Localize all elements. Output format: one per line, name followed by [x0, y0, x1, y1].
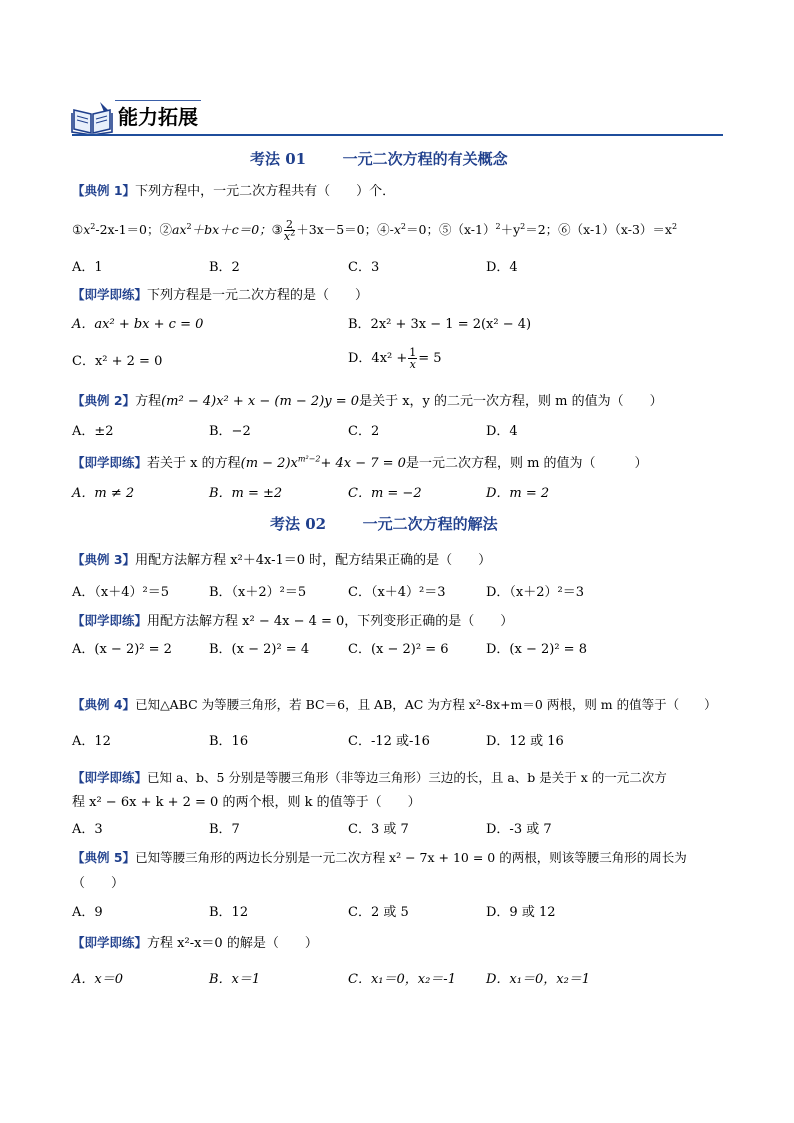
- section-1-label: 考法 01: [250, 150, 307, 168]
- option-b: B．−2: [209, 424, 251, 439]
- option-d: D．4x² + $\frac{1}{x}$ = 5: [348, 346, 442, 371]
- example-5-stem-line-2: （ ）: [72, 876, 125, 891]
- option-a: A．3: [72, 822, 103, 837]
- example-1-stem: 【典例 1】下列方程中，一元二次方程共有（ ）个．: [72, 183, 396, 199]
- header-rule: [72, 134, 723, 136]
- practice-5-stem: 【即学即练】方程 x²-x＝0 的解是（ ）: [72, 935, 318, 951]
- example-5-stem-line-1: 【典例 5】已知等腰三角形的两边长分别是一元二次方程 x² − 7x + 10 = 0 的两根，则该等腰三角形的周长为: [72, 850, 687, 865]
- example-3-tag: 【典例 3】: [72, 552, 136, 567]
- header-top-rule: [115, 100, 201, 101]
- option-d: D．12 或 16: [486, 734, 564, 749]
- option-b: B．7: [209, 822, 240, 837]
- practice-4-stem-line-2: 程 x² − 6x + k + 2 = 0 的两个根，则 k 的值等于（ ）: [72, 795, 421, 810]
- open-book-icon: [70, 100, 114, 136]
- practice-tag: 【即学即练】: [72, 770, 148, 785]
- option-a: A．±2: [72, 424, 114, 439]
- section-2-name: 一元二次方程的解法: [362, 515, 498, 533]
- option-d: D．（x＋2）²＝3: [486, 585, 585, 600]
- option-b: B．m = ±2: [209, 486, 283, 501]
- section-2-label: 考法 02: [270, 515, 327, 533]
- option-d: D．x₁＝0，x₂＝1: [486, 972, 591, 987]
- fraction: $\frac{2}{x^2}$: [283, 218, 296, 243]
- option-b: B．（x＋2）²＝5: [209, 585, 307, 600]
- example-5-tag: 【典例 5】: [72, 850, 136, 865]
- option-c: C．-12 或-16: [348, 734, 430, 749]
- option-d: D．4: [486, 260, 518, 275]
- option-d: D．-3 或 7: [486, 822, 552, 837]
- practice-tag: 【即学即练】: [72, 455, 148, 470]
- option-a: A．9: [72, 905, 103, 920]
- example-4-tag: 【典例 4】: [72, 697, 136, 712]
- option-c: C．(x − 2)² = 6: [348, 642, 449, 657]
- option-d: D．9 或 12: [486, 905, 556, 920]
- option-d: D．4: [486, 424, 518, 439]
- option-a: A．x＝0: [72, 972, 123, 987]
- example-4-stem: 【典例 4】已知△ABC 为等腰三角形，若 BC＝6，且 AB，AC 为方程 x²-8x+m＝0 两根，则 m 的值等于（ ）: [72, 697, 717, 712]
- option-c: C．3 或 7: [348, 822, 409, 837]
- option-b: B．x＝1: [209, 972, 261, 987]
- option-c: C．x² + 2 = 0: [72, 354, 163, 369]
- option-c: C．x₁＝0，x₂＝-1: [348, 972, 456, 987]
- section-1-name: 一元二次方程的有关概念: [342, 150, 508, 168]
- option-a: A．ax² + bx + c = 0: [72, 317, 204, 332]
- option-c: C．3: [348, 260, 380, 275]
- section-header-title: 能力拓展: [118, 105, 198, 129]
- practice-tag: 【即学即练】: [72, 613, 148, 628]
- example-2-stem: 【典例 2】方程(m² − 4)x² + x − (m − 2)y = 0是关于 x，y 的二元一次方程，则 m 的值为（ ）: [72, 393, 663, 409]
- option-b: B．2: [209, 260, 240, 275]
- option-d: D．m = 2: [486, 486, 550, 501]
- example-2-tag: 【典例 2】: [72, 393, 136, 408]
- option-b: B．16: [209, 734, 249, 749]
- section-1-title: [250, 149, 508, 169]
- option-a: A．（x＋4）²＝5: [72, 585, 169, 600]
- option-a: A．(x − 2)² = 2: [72, 642, 172, 657]
- practice-3-stem: 【即学即练】用配方法解方程 x² − 4x − 4 = 0，下列变形正确的是（ ）: [72, 613, 514, 629]
- example-1-tag: 【典例 1】: [72, 183, 136, 198]
- option-d: D．(x − 2)² = 8: [486, 642, 587, 657]
- practice-tag: 【即学即练】: [72, 287, 148, 302]
- practice-4-stem-line-1: 【即学即练】已知 a、b、5 分别是等腰三角形（非等边三角形）三边的长，且 a、b 是关于 x 的一元二次方: [72, 770, 667, 785]
- option-c: C．2 或 5: [348, 905, 409, 920]
- option-a: A．m ≠ 2: [72, 486, 135, 501]
- option-c: C．m = −2: [348, 486, 422, 501]
- practice-1-stem: 【即学即练】下列方程是一元二次方程的是（ ）: [72, 287, 369, 303]
- section-2-title: [270, 514, 498, 534]
- option-b: B．2x² + 3x − 1 = 2(x² − 4): [348, 317, 532, 332]
- practice-tag: 【即学即练】: [72, 935, 148, 950]
- example-3-stem: 【典例 3】用配方法解方程 x²＋4x-1＝0 时，配方结果正确的是（ ）: [72, 552, 492, 568]
- option-a: A．12: [72, 734, 111, 749]
- example-1-equations: $①x^2-2x-1=0$；$②ax^2+bx+c=0$；③ $\frac{2}{x^2}$ ＋3x－5＝0；$④-x^2=0$；$⑤(x-1)^2+y^2=2$；$⑥(x-1)(x-3)=x^2$: [72, 218, 678, 243]
- option-c: C．（x＋4）²＝3: [348, 585, 446, 600]
- option-b: B．12: [209, 905, 249, 920]
- option-a: A．1: [72, 260, 103, 275]
- option-b: B．(x − 2)² = 4: [209, 642, 310, 657]
- option-c: C．2: [348, 424, 380, 439]
- practice-2-stem: 【即学即练】若关于 x 的方程$(m - 2)x^{m^2-2}+ 4x - 7 = 0$是一元二次方程，则 m 的值为（ ）: [72, 454, 648, 471]
